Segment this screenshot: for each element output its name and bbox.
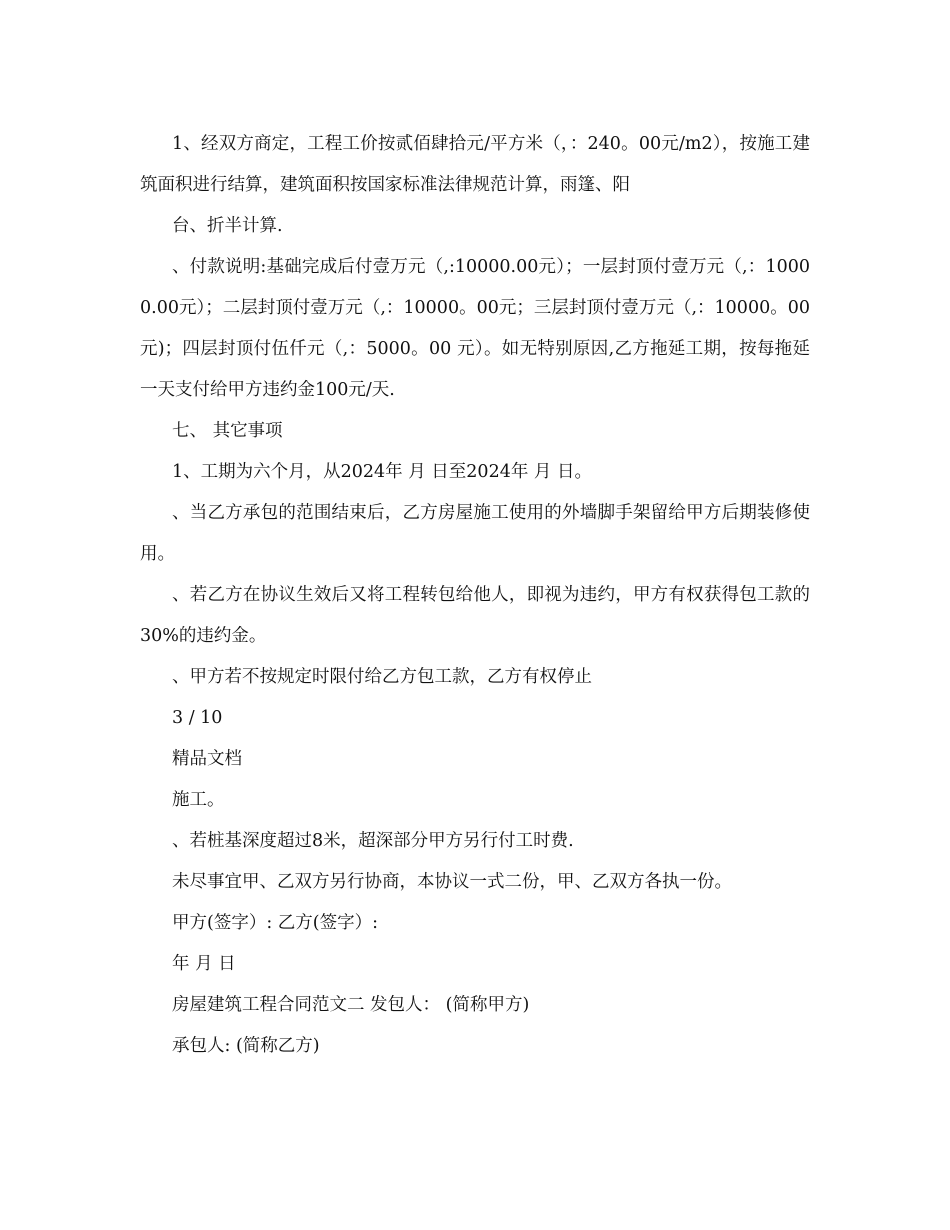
contractor-line: 承包人: (简称乙方) xyxy=(172,1036,320,1056)
paragraph-copies: 未尽事宜甲、乙双方另行协商，本协议一式二份，甲、乙双方各执一份。 xyxy=(172,872,732,892)
paragraph-scaffold: 、当乙方承包的范围结束后，乙方房屋施工使用的外墙脚手架留给甲方后期装修使用。 xyxy=(140,503,810,564)
document-body xyxy=(140,124,810,1067)
paragraph-half-calc: 台、折半计算. xyxy=(172,216,283,236)
paragraph-duration: 1、工期为六个月，从2024年 月 日至2024年 月 日。 xyxy=(172,462,592,482)
paragraph-pile-depth: 、若桩基深度超过8米，超深部分甲方另行付工时费. xyxy=(172,831,574,851)
signature-line: 甲方(签字）: 乙方(签字）: xyxy=(172,913,379,933)
paragraph-subcontract-breach: 、若乙方在协议生效后又将工程转包给他人，即视为违约，甲方有权获得包工款的30%的违约金。 xyxy=(140,585,810,646)
section-heading-other-matters: 七、 其它事项 xyxy=(172,421,283,441)
paragraph-labor-price: 1、经双方商定，工程工价按贰佰肆拾元/平方米（，：240。00元/m2），按施工建筑面积进行结算，建筑面积按国家标准法律规范计算，雨篷、阳 xyxy=(140,134,810,195)
contract-title-two: 房屋建筑工程合同范文二 发包人： (简称甲方) xyxy=(172,995,530,1015)
paragraph-late-payment: 、甲方若不按规定时限付给乙方包工款，乙方有权停止 xyxy=(172,667,592,687)
paragraph-stop-work: 施工。 xyxy=(172,790,225,810)
date-line: 年 月 日 xyxy=(172,954,236,974)
watermark-label: 精品文档 xyxy=(172,749,242,769)
page-number: 3 / 10 xyxy=(172,708,223,728)
paragraph-payment-terms: 、付款说明:基础完成后付壹万元（,:10000.00元）；一层封顶付壹万元（,：10000.00元）；二层封顶付壹万元（,：10000。00元；三层封顶付壹万元（,：10000。00元)；四层封顶付伍仟元（,：5000。00 元）。如无特别原因,乙方拖延工期，按每拖延一天支付给甲方违约金100元/天. xyxy=(140,257,810,400)
